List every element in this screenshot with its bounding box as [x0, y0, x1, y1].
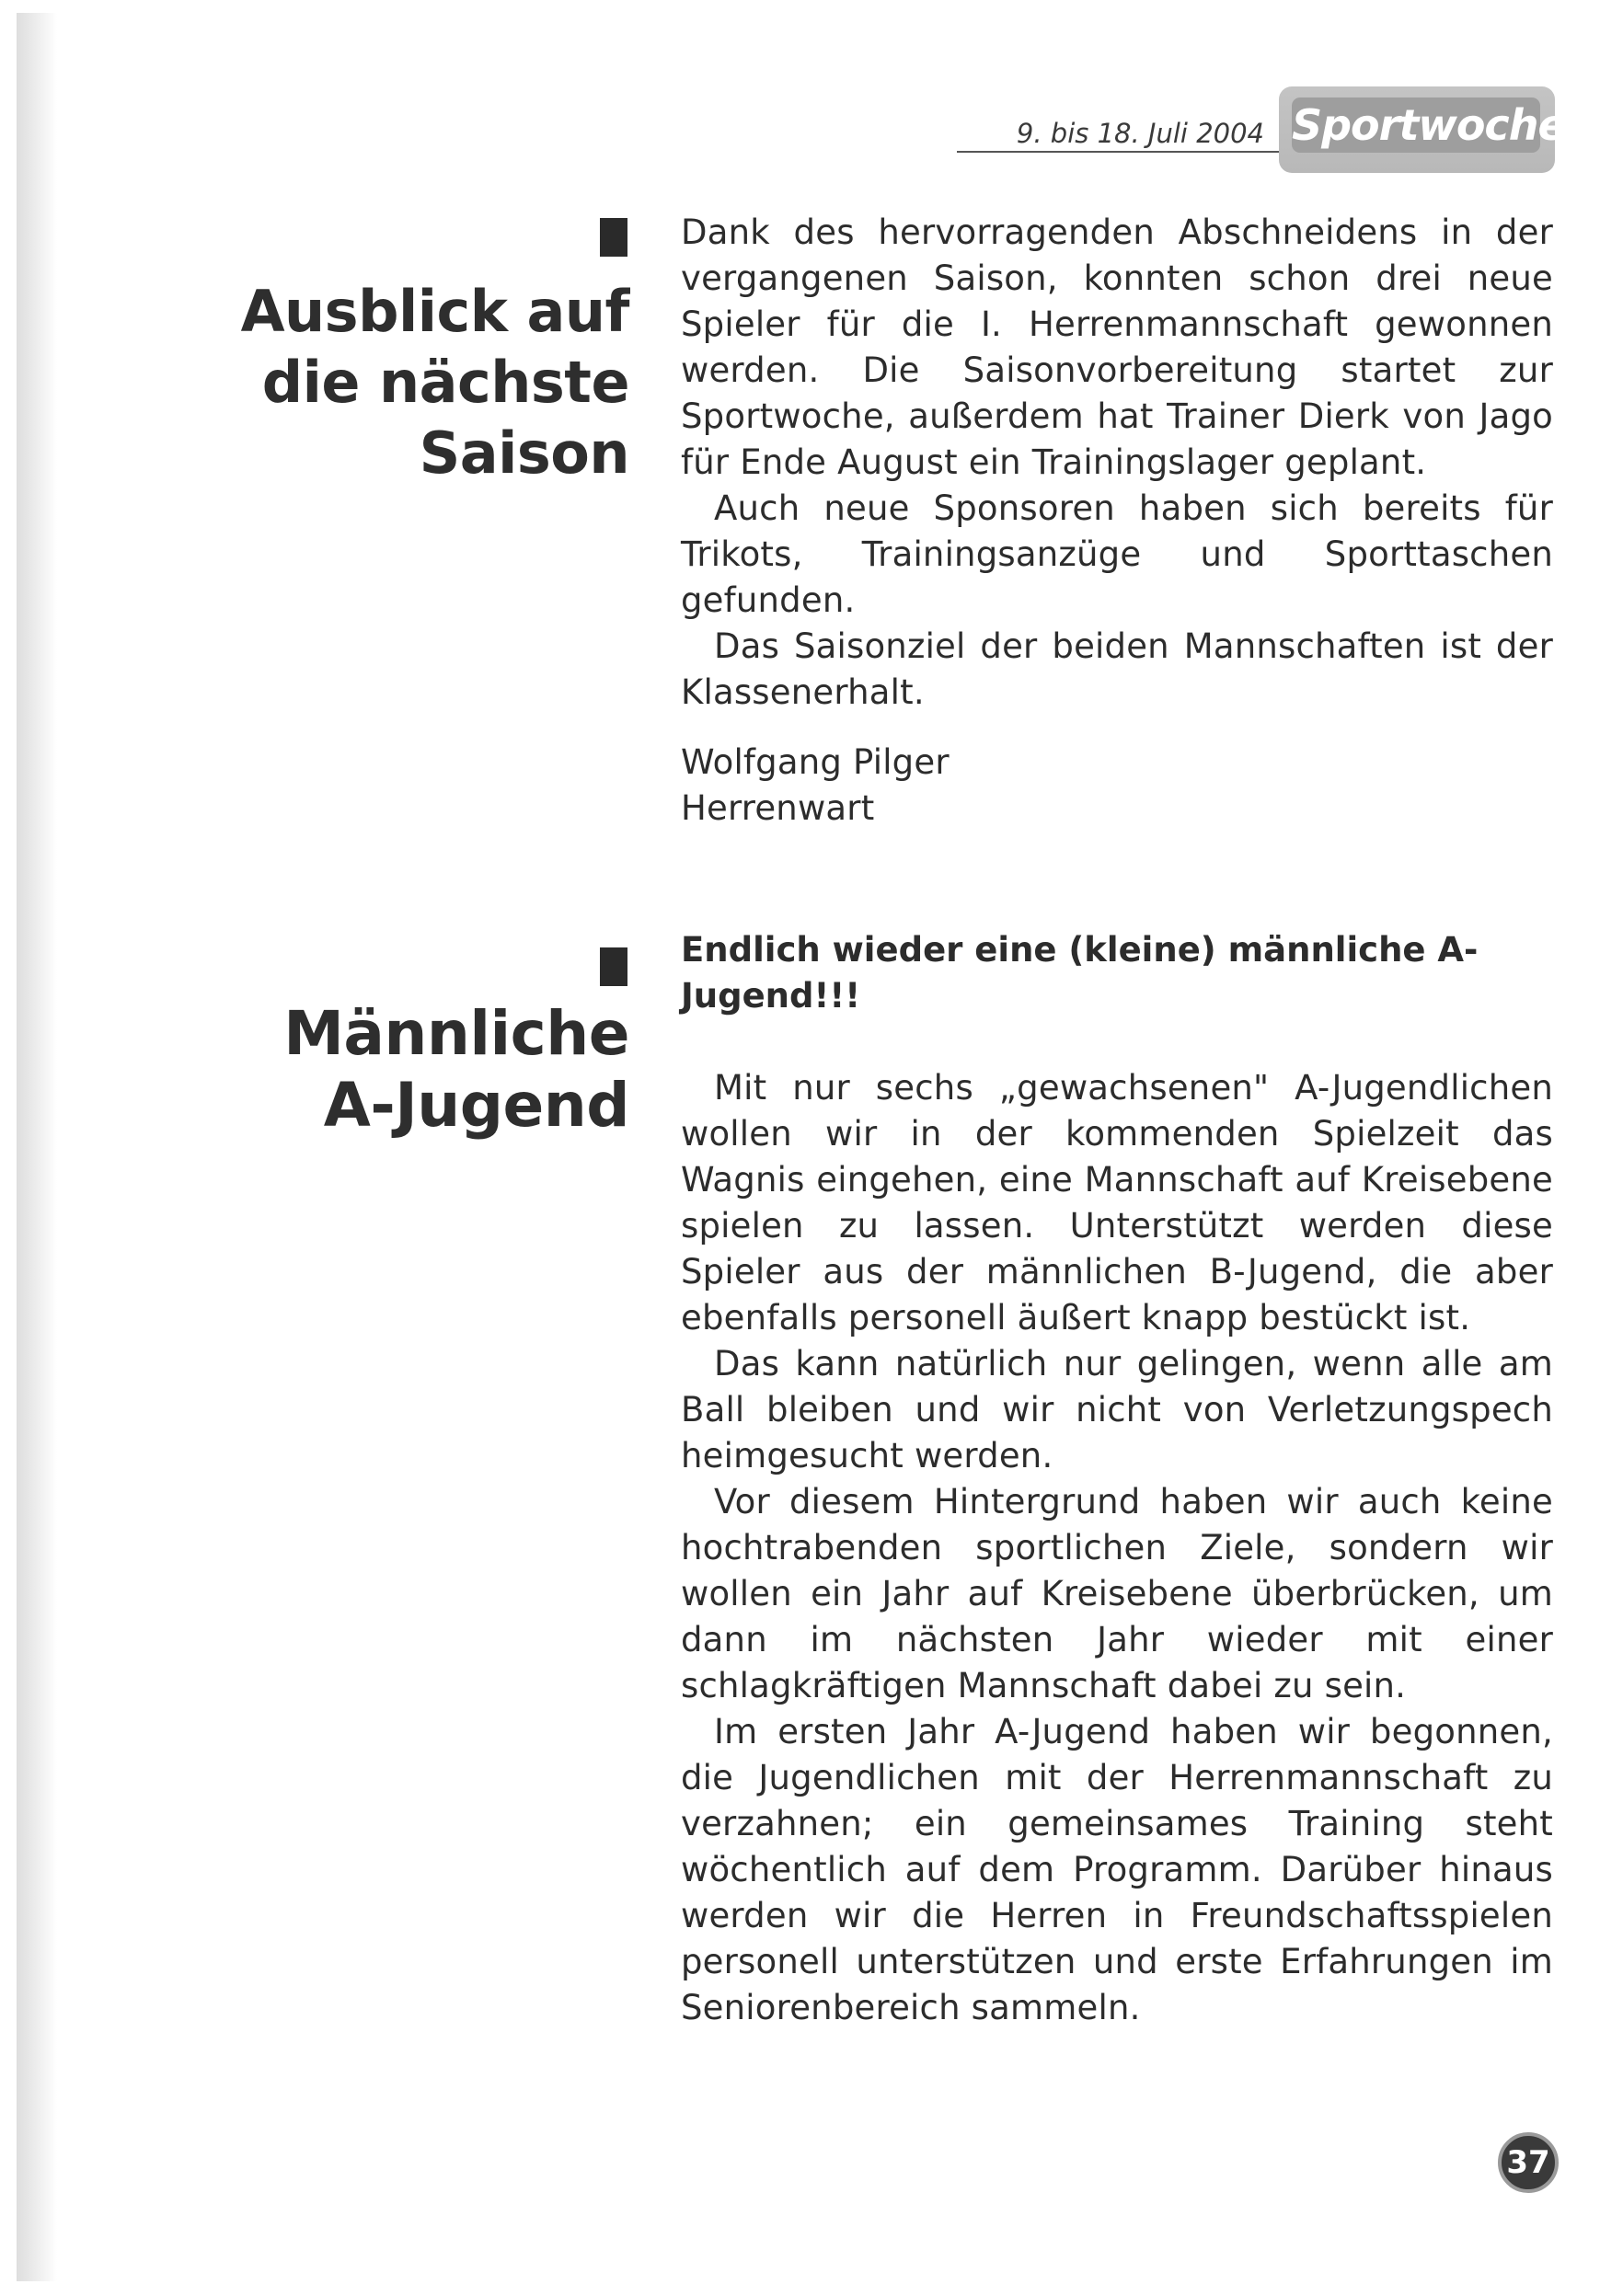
header-rule [957, 151, 1279, 153]
heading-line: die nächste [261, 349, 629, 416]
signature-role: Herrenwart [681, 788, 875, 828]
heading-line: Männliche [283, 998, 629, 1069]
section-body-a-jugend [681, 1065, 1553, 2031]
paragraph: Dank des hervorragenden Abschneidens in der vergangenen Saison, konnten schon drei neue Spieler für die I. Herrenmannschaft gewonnen werden. Die Saisonvorbereitung startet zur Sportwoche, außerdem hat Trainer Dierk von Jago für Ende August ein Trainingslager geplant. [681, 212, 1553, 482]
section-heading-a-jugend [188, 998, 629, 1142]
section-heading-ausblick [188, 276, 629, 488]
section-body-ausblick [681, 210, 1553, 832]
paragraph: Das kann natürlich nur gelingen, wenn alle am Ball bleiben und wir nicht von Verletzungspech heimgesucht werden. [681, 1344, 1553, 1475]
page-edge-shadow [17, 13, 57, 2281]
page-header [957, 85, 1566, 177]
page-number: 37 [1498, 2132, 1559, 2193]
sportwoche-badge [1279, 86, 1566, 173]
heading-line: A-Jugend [323, 1070, 629, 1141]
paragraph: Im ersten Jahr A-Jugend haben wir begonnen, die Jugendlichen mit der Herrenmannschaft zu verzahnen; ein gemeinsames Training steht wöchentlich auf dem Programm. Darüber hinaus werden wir die Herren in Freundschaftsspielen personell unterstützen und erste Erfahrungen im Seniorenbereich sammeln. [681, 1712, 1553, 2027]
header-date: 9. bis 18. Juli 2004 [1016, 118, 1264, 149]
signature-name: Wolfgang Pilger [681, 742, 950, 782]
paragraph: Vor diesem Hintergrund haben wir auch keine hochtrabenden sportlichen Ziele, sondern wir wollen ein Jahr auf Kreisebene überbrücken, um dann im nächsten Jahr wieder mit einer schlagkräftigen Mannschaft dabei zu sein. [681, 1482, 1553, 1705]
heading-line: Saison [419, 419, 629, 487]
paragraph: Das Saisonziel der beiden Mannschaften ist der Klassenerhalt. [681, 626, 1553, 712]
section-marker-2 [600, 947, 627, 986]
section-subheading: Endlich wieder eine (kleine) männliche A-Jugend!!! [681, 930, 1479, 1016]
paragraph: Auch neue Sponsoren haben sich bereits für Trikots, Trainingsanzüge und Sporttaschen gefunden. [681, 488, 1553, 620]
signature [681, 740, 1553, 832]
heading-line: Ausblick auf [240, 278, 629, 345]
paragraph: Mit nur sechs „gewachsenen" A-Jugendlichen wollen wir in der kommenden Spielzeit das Wagnis eingehen, eine Mannschaft auf Kreisebene spielen zu lassen. Unterstützt werden diese Spieler aus der männlichen B-Jugend, die aber ebenfalls personell äußert knapp bestückt ist. [681, 1068, 1553, 1337]
section-marker-1 [600, 218, 627, 257]
sportwoche-badge-label: Sportwoche [1292, 98, 1540, 153]
